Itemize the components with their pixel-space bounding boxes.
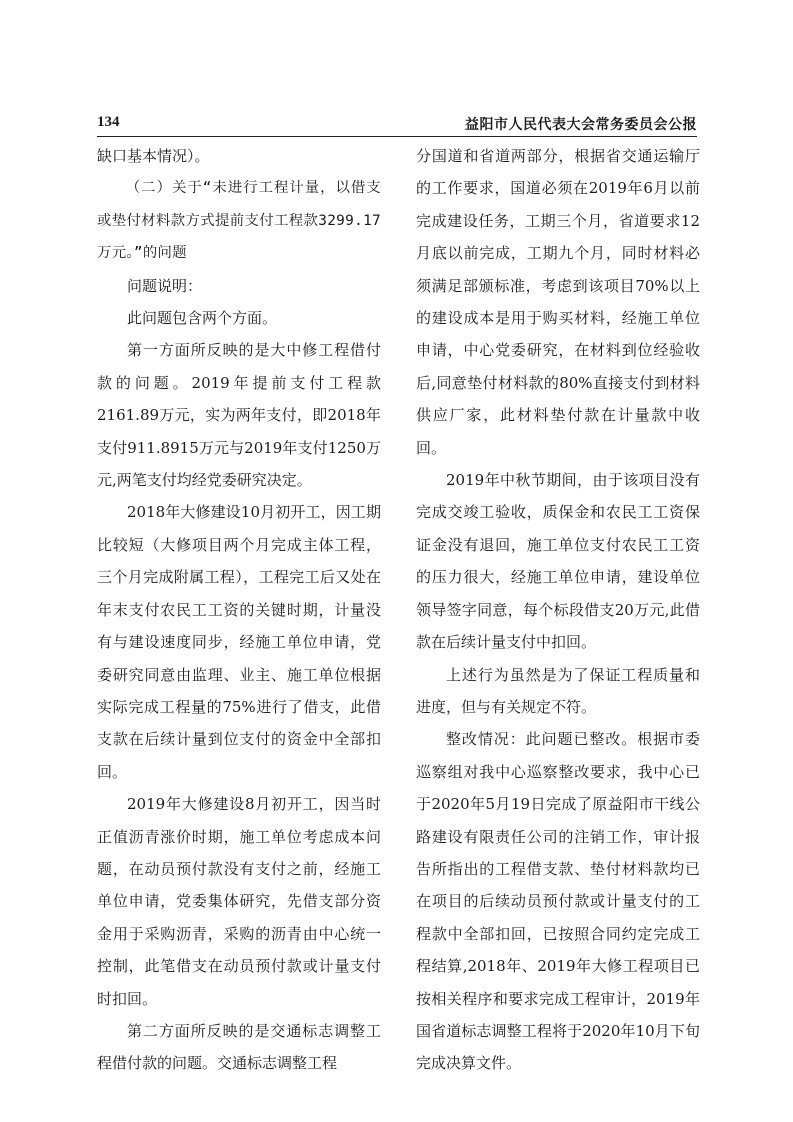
left-column (97, 140, 381, 1080)
paragraph: 问题说明： (127, 276, 203, 295)
journal-title: 益阳市人民代表大会常务委员会公报 (465, 117, 697, 133)
page-header (97, 114, 697, 137)
paragraph: 第一方面所反映的是大中修工程借付款的问题。2019年提前支付工程款2161.89万元，实为两年支付，即2018年支付911.8915万元与2019年支付1250万元,两笔支付均经党委研究决定。 (97, 341, 381, 490)
paragraph: 2018年大修建设10月初开工，因工期比较短（大修项目两个月完成主体工程，三个月完成附属工程），工程完工后又处在年末支付农民工工资的关键时期，计量没有与建设速度同步，经施工单位申请，党委研究同意由监理、业主、施工单位根据实际完成工程量的75%进行了借支，此借支款在后续计量到位支付的资金中全部扣回。 (97, 503, 381, 781)
paragraph: 缺口基本情况）。 (97, 147, 210, 165)
paragraph: 2019年大修建设8月初开工，因当时正值沥青涨价时期，施工单位考虑成本问题，在动员预付款没有支付之前，经施工单位申请，党委集体研究，先借支部分资金用于采购沥青，采购的沥青由中心统一控制，此笔借支在动员预付款或计量支付时扣回。 (97, 795, 381, 1008)
paragraph: 分国道和省道两部分，根据省交通运输厅的工作要求，国道必须在2019年6月以前完成建设任务，工期三个月，省道要求12月底以前完成，工期九个月，同时材料必须满足部颁标准，考虑到该项目70%以上的建设成本是用于购买材料，经施工单位申请，中心党委研究，在材料到位经验收后,同意垫付材料款的80%直接支付到材料供应厂家，此材料垫付款在计量款中收回。 (416, 147, 700, 457)
paragraph: 此问题包含两个方面。 (127, 309, 278, 328)
paragraph: 第二方面所反映的是交通标志调整工程借付款的问题。交通标志调整工程 (97, 1021, 381, 1073)
right-column (416, 140, 700, 1080)
page-number: 134 (97, 114, 120, 130)
paragraph: 2019年中秋节期间，由于该项目没有完成交竣工验收，质保金和农民工工资保证金没有退回，施工单位支付农民工工资的压力很大，经施工单位申请，建设单位领导签字同意，每个标段借支20万元,此借款在后续计量支付中扣回。 (416, 471, 700, 652)
paragraph: 整改情况：此问题已整改。根据市委巡察组对我中心巡察整改要求，我中心已于2020年5月19日完成了原益阳市干线公路建设有限责任公司的注销工作，审计报告所指出的工程借支款、垫付材料款均已在项目的后续动员预付款或计量支付的工程款中全部扣回，已按照合同约定完成工程结算,2018年、2019年大修工程项目已按相关程序和要求完成工程审计，2019年国省道标志调整工程将于2020年10月下旬完成决算文件。 (416, 730, 700, 1073)
section-heading: （二）关于“未进行工程计量，以借支或垫付材料款方式提前支付工程款3299.17万元。”的问题 (97, 180, 381, 262)
paragraph: 上述行为虽然是为了保证工程质量和进度，但与有关规定不符。 (416, 665, 700, 716)
